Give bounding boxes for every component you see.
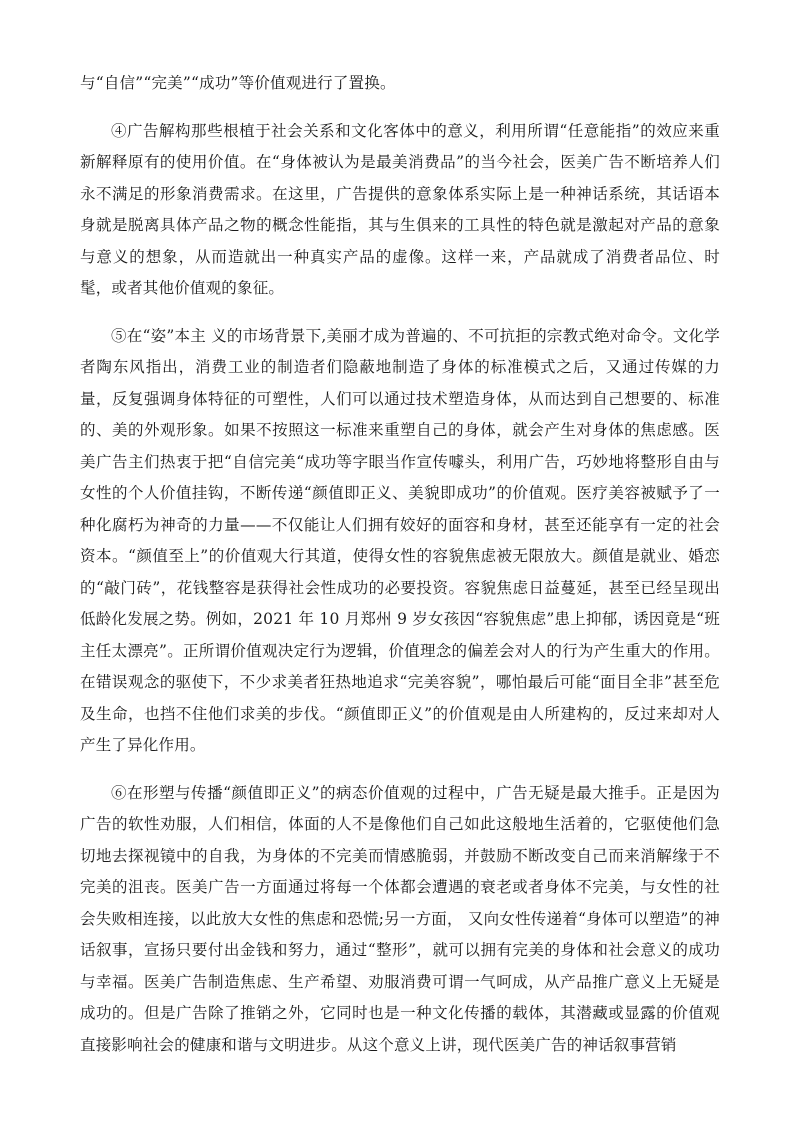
- document-page: [80, 68, 720, 1061]
- paragraph-continuation: 与“自信”“完美”“成功”等价值观进行了置换。: [80, 74, 396, 92]
- paragraph-6: ⑥在形塑与传播“颜值即正义”的病态价值观的过程中，广告无疑是最大推手。正是因为广告的软性劝服，人们相信，体面的人不是像他们自己如此这般地生活着的，它驱使他们急切地去探视镜中的自我，为身体的不完美而情感脆弱，并鼓励不断改变自己而来消解缘于不完美的沮丧。医美广告一方面通过将每一个体都会遭遇的衰老或者身体不完美，与女性的社会失败相连接，以此放大女性的焦虑和恐慌;另一方面， 又向女性传递着“身体可以塑造”的神话叙事，宣扬只要付出金钱和努力，通过“整形”，就可以拥有完美的身体和社会意义的成功与幸福。医美广告制造焦虑、生产希望、劝服消费可谓一气呵成，从产品推广意义上无疑是成功的。但是广告除了推销之外，它同时也是一种文化传播的载体，其潜藏或显露的价值观直接影响社会的健康和谐与文明进步。从这个意义上讲，现代医美广告的神话叙事营销: [80, 783, 720, 1054]
- paragraph-4: ④广告解构那些根植于社会关系和文化客体中的意义，利用所谓“任意能指”的效应来重新解释原有的使用价值。在“身体被认为是最美消费品”的当今社会，医美广告不断培养人们永不满足的形象消费需求。在这里，广告提供的意象体系实际上是一种神话系统，其话语本身就是脱离具体产品之物的概念性能指，其与生俱来的工具性的特色就是激起对产品的意象与意义的想象，从而造就出一种真实产品的虚像。这样一来，产品就成了消费者品位、时髦，或者其他价值观的象征。: [80, 121, 720, 297]
- paragraph-5: ⑤在“姿”本主 义的市场背景下,美丽才成为普遍的、不可抗拒的宗教式绝对命令。文化学者陶东风指出，消费工业的制造者们隐蔽地制造了身体的标准模式之后，又通过传媒的力量，反复强调身体特征的可塑性，人们可以通过技术塑造身体，从而达到自己想要的、标准的、美的外观形象。如果不按照这一标准来重塑自己的身体，就会产生对身体的焦虑感。医美广告主们热衷于把“自信完美“成功等字眼当作宣传噱头，利用广告，巧妙地将整形自由与女性的个人价值挂钩，不断传递“颜值即正义、美貌即成功”的价值观。医疗美容被赋予了一种化腐朽为神奇的力量——不仅能让人们拥有姣好的面容和身材，甚至还能享有一定的社会资本。“颜值至上”的价值观大行其道，使得女性的容貌焦虑被无限放大。颜值是就业、婚恋的“敲门砖”，花钱整容是获得社会性成功的必要投资。容貌焦虑日益蔓延，甚至已经呈现出低龄化发展之势。例如，2021 年 10 月郑州 9 岁女孩因“容貌焦虑”患上抑郁，诱因竟是“班主任太漂亮”。正所谓价值观决定行为逻辑，价值理念的偏差会对人的行为产生重大的作用。在错误观念的驱使下，不少求美者狂热地追求“完美容貌”，哪怕最后可能“面目全非”甚至危及生命，也挡不住他们求美的步伐。“颜值即正义”的价值观是由人所建构的，反过来却对人产生了异化作用。: [80, 326, 720, 754]
